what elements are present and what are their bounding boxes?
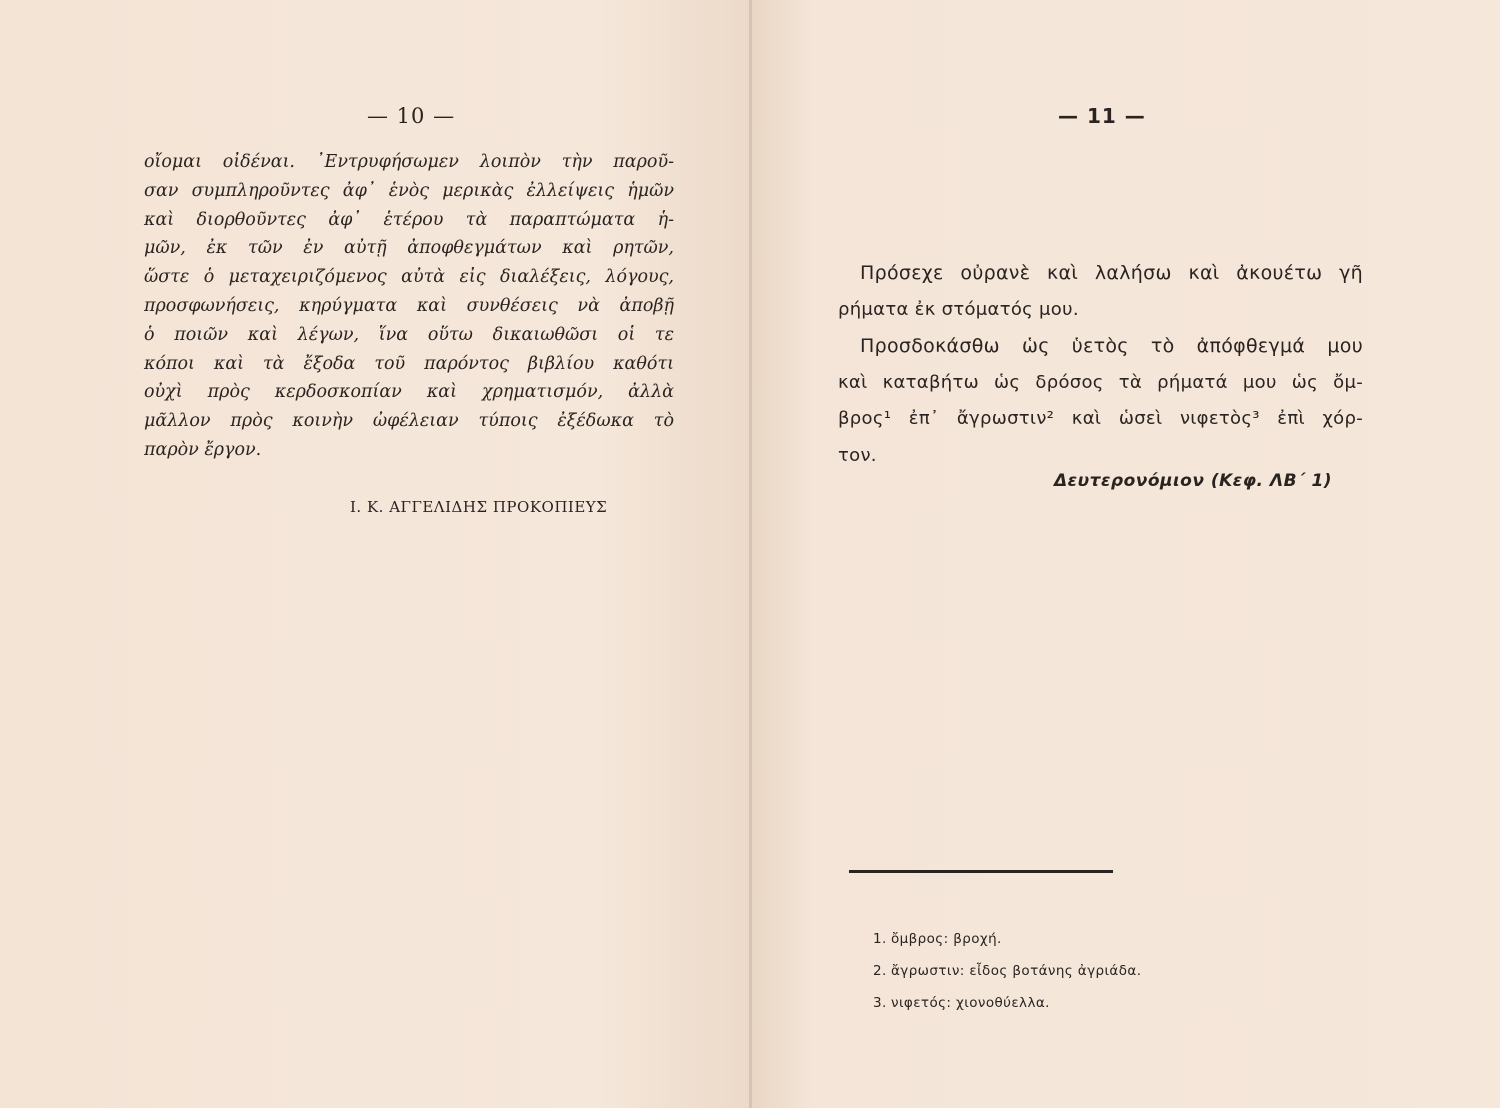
author-signature: Ι. Κ. ΑΓΓΕΛΙΔΗΣ ΠΡΟΚΟΠΙΕΥΣ (350, 498, 608, 516)
verse-line: ρήματα ἐκ στόματός μου. (838, 298, 1079, 320)
left-page-number: — 10 — (367, 104, 456, 128)
body-line: ὥστε ὁ μεταχειριζόμενος αὐτὰ εἰς διαλέξεις, λόγους, (144, 267, 674, 288)
epigraph-verse (838, 258, 1363, 477)
body-line: σαν συμπληροῦντες ἀφ᾿ ἑνὸς μερικὰς ἐλλείψεις ἡμῶν (144, 180, 674, 201)
footnote-number: 3. (873, 995, 887, 1011)
body-line: μῶν, ἐκ τῶν ἐν αὐτῇ ἀποφθεγμάτων καὶ ρητῶν, (144, 238, 674, 259)
body-line: οὐχὶ πρὸς κερδοσκοπίαν καὶ χρηματισμόν, ἀλλὰ (144, 382, 674, 403)
verse-line: βρος¹ ἐπ᾿ ἄγρωστιν² καὶ ὡσεὶ νιφετὸς³ ἐπὶ χόρ- (838, 408, 1363, 429)
scripture-source: Δευτερονόμιον (Κεφ. ΛΒ΄ 1) (1054, 471, 1333, 491)
footnote-item (873, 928, 1141, 960)
footnote-text: νιφετός: χιονοθύελλα. (891, 995, 1050, 1011)
footnote-item (873, 992, 1141, 1024)
footnote-number: 1. (873, 931, 887, 947)
footnote-text: ὄμβρος: βροχή. (891, 931, 1002, 947)
body-line: κόποι καὶ τὰ ἔξοδα τοῦ παρόντος βιβλίου καθότι (144, 353, 674, 374)
body-line: ὁ ποιῶν καὶ λέγων, ἵνα οὕτω δικαιωθῶσι οἱ τε (144, 324, 674, 345)
footnote-text: ἄγρωστιν: εἶδος βοτάνης ἀγριάδα. (891, 963, 1142, 979)
footnote-number: 2. (873, 963, 887, 979)
body-line: προσφωνήσεις, κηρύγματα καὶ συνθέσεις νὰ ἀποβῇ (144, 295, 674, 316)
footnote-divider (849, 870, 1113, 873)
body-line: μᾶλλον πρὸς κοινὴν ὠφέλειαν τύποις ἐξέδωκα τὸ (144, 411, 674, 432)
verse-line: Προσδοκάσθω ὡς ὑετὸς τὸ ἀπόφθεγμά μου (860, 335, 1363, 357)
left-page-body (144, 148, 674, 465)
body-line: παρὸν ἔργον. (144, 439, 262, 460)
verse-line: Πρόσεχε οὐρανὲ καὶ λαλήσω καὶ ἀκουέτω γῆ (860, 262, 1363, 284)
body-line: οἴομαι οἰδέναι. ᾿Εντρυφήσωμεν λοιπὸν τὴν παροῦ- (144, 152, 674, 172)
verse-line: καὶ καταβήτω ὡς δρόσος τὰ ρήματά μου ὡς ὄμ- (838, 371, 1363, 393)
footnote-item (873, 960, 1141, 992)
verse-line: τον. (838, 444, 877, 466)
footnotes (873, 928, 1141, 1024)
right-page-number: — 11 — (1058, 104, 1146, 128)
body-line: καὶ διορθοῦντες ἀφ᾿ ἑτέρου τὰ παραπτώματα ἡ- (144, 209, 674, 230)
